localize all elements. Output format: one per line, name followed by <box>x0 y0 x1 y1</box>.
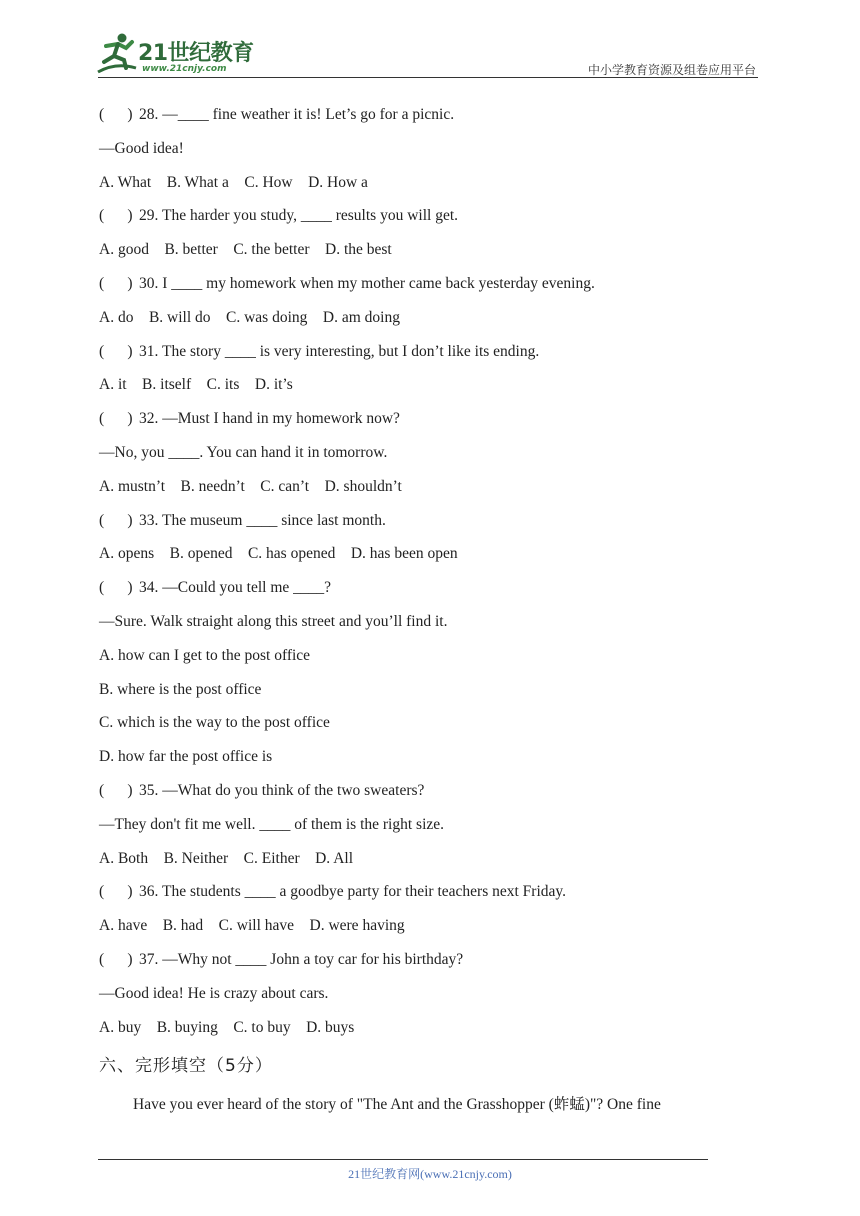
line-text: —They don't fit me well. ____ of them is the right size. <box>99 815 445 833</box>
line-text: A. buy B. buying C. to buy D. buys <box>99 1018 355 1036</box>
line-text: 37. —Why not ____ John a toy car for his birthday? <box>139 950 464 968</box>
line-text: —No, you ____. You can hand it in tomorrow. <box>99 443 388 461</box>
line-text: 33. The museum ____ since last month. <box>139 511 386 529</box>
text-line <box>99 368 739 402</box>
text-line <box>99 571 739 605</box>
page-header <box>0 0 860 80</box>
exam-content <box>99 98 739 1124</box>
text-line <box>99 875 739 909</box>
text-line <box>99 909 739 943</box>
section-title: 六、完形填空（5分） <box>99 1056 273 1077</box>
line-text: A. What B. What a C. How D. How a <box>99 173 368 191</box>
line-text: 30. I ____ my homework when my mother came back yesterday evening. <box>139 274 595 292</box>
line-text: 34. —Could you tell me ____? <box>139 579 332 597</box>
line-text: 35. —What do you think of the two sweaters? <box>139 781 425 799</box>
line-text: D. how far the post office is <box>99 748 273 766</box>
line-text: 29. The harder you study, ____ results you will get. <box>139 207 458 225</box>
line-text: A. how can I get to the post office <box>99 646 311 664</box>
answer-blank: ( ) <box>99 106 133 123</box>
text-line <box>99 706 739 740</box>
footer-text: 21世纪教育网(www.21cnjy.com) <box>348 1167 512 1181</box>
text-line <box>99 335 739 369</box>
line-text: C. which is the way to the post office <box>99 714 330 732</box>
text-line <box>99 605 739 639</box>
text-line <box>99 132 739 166</box>
text-line <box>99 943 739 977</box>
answer-blank: ( ) <box>99 342 133 360</box>
logo <box>96 30 266 78</box>
passage-paragraph: Have you ever heard of the story of "The Ant and the Grasshopper (蚱蜢)"? One fine <box>133 1096 661 1114</box>
text-line <box>99 842 739 876</box>
footer-divider <box>98 1159 708 1160</box>
text-line <box>99 166 739 200</box>
line-text: A. it B. itself C. its D. it’s <box>99 376 293 394</box>
line-text: 36. The students ____ a goodbye party for their teachers next Friday. <box>139 883 566 901</box>
line-text: A. mustn’t B. needn’t C. can’t D. shouldn’t <box>99 477 402 495</box>
text-line <box>99 233 739 267</box>
text-line <box>99 98 739 132</box>
logo-text: 21世纪教育 <box>138 41 254 66</box>
text-line <box>99 402 739 436</box>
line-text: 28. —____ fine weather it is! Let’s go for a picnic. <box>139 106 455 123</box>
answer-blank: ( ) <box>99 781 133 799</box>
text-line <box>99 267 739 301</box>
runner-logo-icon <box>96 32 140 76</box>
line-text: A. Both B. Neither C. Either D. All <box>99 849 354 867</box>
header-platform-text: 中小学教育资源及组卷应用平台 <box>587 63 756 77</box>
answer-blank: ( ) <box>99 950 133 968</box>
text-line <box>99 301 739 335</box>
text-line <box>99 1011 739 1045</box>
answer-blank: ( ) <box>99 883 133 901</box>
text-line <box>99 537 739 571</box>
text-line <box>99 740 739 774</box>
text-line <box>99 808 739 842</box>
line-text: —Sure. Walk straight along this street and you’ll find it. <box>99 612 448 630</box>
text-line <box>99 470 739 504</box>
line-text: 32. —Must I hand in my homework now? <box>139 410 400 428</box>
line-text: A. opens B. opened C. has opened D. has been open <box>99 545 458 563</box>
text-line <box>99 639 739 673</box>
line-text: B. where is the post office <box>99 680 262 698</box>
line-text: 31. The story ____ is very interesting, but I don’t like its ending. <box>139 342 540 360</box>
answer-blank: ( ) <box>99 274 133 292</box>
line-text: —Good idea! He is crazy about cars. <box>99 984 329 1002</box>
text-line <box>99 504 739 538</box>
text-line <box>99 436 739 470</box>
logo-url: www.21cnjy.com <box>142 64 227 74</box>
answer-blank: ( ) <box>99 410 133 428</box>
text-line <box>99 199 739 233</box>
line-text: —Good idea! <box>99 139 184 157</box>
text-line <box>99 977 739 1011</box>
answer-blank: ( ) <box>99 579 133 597</box>
header-divider <box>98 77 758 78</box>
line-text: A. good B. better C. the better D. the best <box>99 241 392 259</box>
text-line <box>99 673 739 707</box>
line-text: A. do B. will do C. was doing D. am doing <box>99 308 400 326</box>
line-text: A. have B. had C. will have D. were having <box>99 917 405 935</box>
answer-blank: ( ) <box>99 511 133 529</box>
text-line <box>99 774 739 808</box>
answer-blank: ( ) <box>99 207 133 225</box>
